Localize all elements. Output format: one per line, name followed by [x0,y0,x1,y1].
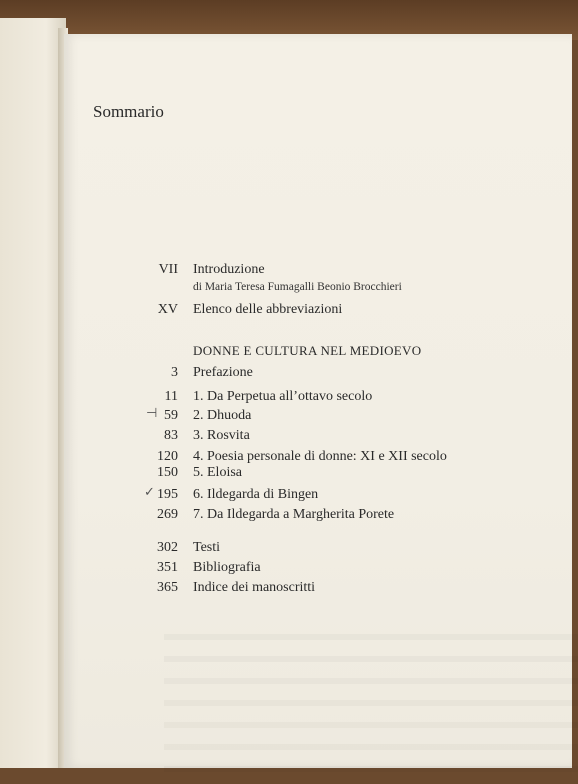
toc-entry-chapter [0,487,578,507]
page-number: 269 [157,507,178,522]
toc-entry-chapter [0,428,578,448]
page-number: 59 [164,408,178,423]
entry-label: 3. Rosvita [193,428,250,443]
toc-entry-chapter [0,507,578,527]
toc-entry-abbrev [0,302,578,322]
section-title: DONNE E CULTURA NEL MEDIOEVO [193,343,422,358]
entry-label: Indice dei manoscritti [193,580,316,595]
entry-label: 5. Eloisa [193,465,242,480]
toc-entry-appendix [0,580,578,600]
page-number: 365 [157,580,178,595]
entry-label: 6. Ildegarda di Bingen [193,487,319,502]
page-number: 195 [157,487,178,502]
section-heading [0,343,578,363]
toc-entry-prefazione [0,365,578,385]
page-number: 11 [164,389,178,404]
toc-entry-chapter [0,465,578,485]
entry-label: Testi [193,540,221,555]
page-title: Sommario [93,102,164,121]
entry-label: 1. Da Perpetua all’ottavo secolo [193,389,373,404]
page-number: 3 [171,365,178,380]
page-number: VII [158,262,178,277]
toc-entry-chapter [0,389,578,409]
toc-entry-appendix [0,540,578,560]
toc-entry-intro [0,262,578,282]
entry-label: Prefazione [193,365,253,380]
entry-label: 2. Dhuoda [193,408,252,423]
entry-label: Introduzione [193,262,265,277]
page-number: XV [157,302,178,317]
page-number: 83 [164,428,178,443]
entry-label: 4. Poesia personale di donne: XI e XII secolo [193,449,447,464]
entry-label: Elenco delle abbreviazioni [193,302,343,317]
entry-author: di Maria Teresa Fumagalli Beonio Brocchieri [193,281,402,293]
toc-entry-appendix [0,560,578,580]
pencil-tick-mark: ⊣ [146,406,158,421]
entry-label: Bibliografia [193,560,261,575]
page-number: 351 [157,560,178,575]
page-number: 120 [157,449,178,464]
pencil-check-mark: ✓ [144,485,155,500]
page-number: 302 [157,540,178,555]
entry-label: 7. Da Ildegarda a Margherita Porete [193,507,395,522]
page-number: 150 [157,465,178,480]
toc-entry-chapter [0,408,578,428]
toc-entry-intro-author [0,281,578,301]
